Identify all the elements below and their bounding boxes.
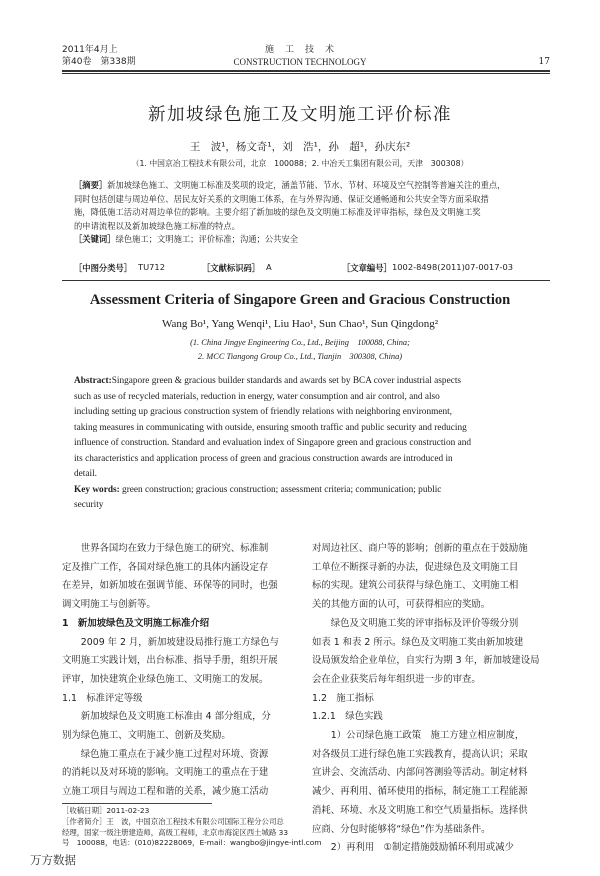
body-line: 评审，加快建筑企业绿色施工、文明施工的发展。 [62, 673, 269, 685]
keywords-cn-label: ［关键词］ [74, 234, 116, 244]
body-line: 的消耗以及对环境的影响。文明施工的重点在于建 [62, 767, 269, 779]
body-line: 立施工项目与周边工程和谐的关系，减少施工活动 [62, 786, 269, 798]
affiliation-en-1: (1. China Jingye Engineering Co., Ltd., Beijing 100088, China; [190, 338, 410, 347]
article-no-label: ［文章编号］ [342, 263, 392, 273]
abstract-en [74, 374, 544, 514]
doc-code-label: ［文献标识码］ [202, 263, 261, 273]
author-bio-line: 经理，国家一级注册建造师，高级工程师，北京市海淀区西土城路 33 [62, 827, 289, 837]
abstract-cn-line: 新加坡绿色施工、文明施工标准及奖项的设定，涵盖节能、节水、节材、环境及空气控制等普遍关注的重点， [107, 180, 506, 190]
body-left-column [62, 540, 298, 802]
abstract-en-line: its characteristics and application process of green and gracious construction awards are introduced in [74, 453, 453, 464]
authors-en: Wang Bo¹, Yang Wenqi¹, Liu Hao¹, Sun Chao¹, Sun Qingdong² [161, 318, 439, 330]
paragraph-start: 2009 年 2 月，新加坡建设局推行施工方绿色与 [80, 636, 279, 648]
subsection-heading: 1.2 施工指标 [312, 692, 374, 704]
body-line: 对周边社区、商户等的影响；创新的重点在于鼓励施 [312, 543, 528, 554]
abstract-en-line: Singapore green & gracious builder standards and awards set by BCA cover industrial aspects [111, 376, 462, 386]
abstract-en-line: taking measures in communicating with outside, ensuring smooth traffic and public security and reducing [74, 422, 467, 433]
watermark-text: 万方数据 [30, 853, 76, 867]
footnote [62, 806, 322, 849]
affiliation-cn: （1. 中国京冶工程技术有限公司，北京 100088；2. 中冶天工集团有限公司，天津 300308） [131, 159, 469, 168]
affiliation-en-2: 2. MCC Tiangong Group Co., Ltd., Tianjin 300308, China) [197, 352, 403, 361]
authors-cn: 王 波¹，杨文奇¹，刘 浩¹，孙 超¹，孙庆东² [189, 141, 411, 153]
body-line: 对各级员工进行绿色施工实践教育，提高认识；采取 [312, 748, 528, 760]
header-journal-en: CONSTRUCTION TECHNOLOGY [233, 57, 367, 67]
header-rule-thin [62, 73, 550, 74]
header-rule [62, 70, 550, 72]
abstract-en-line: including setting up gracious construction system of friendly relations with neighboring environment, [74, 407, 453, 417]
body-line: 别为绿色施工、文明施工、创新及奖励。 [62, 730, 231, 742]
paragraph-start: 世界各国均在致力于绿色施工的研究、标准制 [80, 543, 269, 554]
keywords-en-line: security [74, 500, 104, 510]
body-line: 标的实现。建筑公司获得与绿色施工、文明施工相 [312, 580, 519, 592]
footnote-rule [62, 803, 212, 804]
header-date: 2011年4月上 [62, 45, 118, 55]
abstract-en-line: such as use of recycled materials, reduction in energy, water consumption and air control, and also [74, 391, 440, 402]
abstract-cn [74, 179, 544, 247]
keywords-en-label: Key words: [74, 484, 120, 495]
page-number: 17 [538, 57, 550, 67]
header-journal-cn: 施 工 技 术 [264, 45, 335, 55]
abstract-en-line: detail. [74, 469, 97, 479]
abstract-en-label: Abstract: [74, 376, 112, 386]
paragraph-start: 绿色及文明施工奖的评审指标及评价等级分别 [330, 617, 519, 629]
keywords-cn: 绿色施工；文明施工；评价标准；沟通；公共安全 [115, 234, 299, 244]
body-line: 宣讲会、交流活动、内部问答测验等活动。制定材料 [312, 767, 528, 779]
article-no-value: 1002-8498(2011)07-0017-03 [392, 262, 514, 272]
body-line: 会在企业获奖后每年组织进一步的审查。 [312, 673, 481, 685]
body-line: 应商、分包时能够将“绿色”作为基础条件。 [312, 823, 491, 835]
body-line: 工单位不断探寻新的办法，促进绿色及文明施工目 [312, 561, 519, 573]
subsubsection-heading: 1.2.1 绿色实践 [312, 711, 383, 723]
keywords-en: green construction; gracious construction; assessment criteria; communication; public [122, 484, 442, 495]
section-heading: 1 新加坡绿色及文明施工标准介绍 [62, 617, 210, 629]
body-line: 调文明施工与创新等。 [62, 599, 156, 611]
classification-row [74, 262, 550, 274]
body-line: 如表 1 和表 2 所示。绿色及文明施工奖由新加坡建 [312, 636, 524, 648]
meta-rule [62, 280, 550, 281]
paragraph-start: 新加坡绿色及文明施工标准由 4 部分组成，分 [80, 711, 271, 723]
body-line: 消耗、环境、水及文明施工和空气质量指标。选择供 [312, 804, 528, 816]
received-date: ［收稿日期］2011-02-23 [62, 806, 150, 815]
abstract-en-line: influence of construction. Standard and evaluation index of Singapore green and gracious construction and [74, 438, 472, 448]
body-line: 文明施工实践计划，出台标准、指导手册，组织开展 [62, 655, 278, 667]
body-line: 定及推广工作，各国对绿色施工的具体内涵设定存 [62, 561, 269, 573]
doc-code-value: A [266, 262, 272, 272]
clc-value: TU712 [138, 262, 165, 272]
paragraph-start: 绿色施工重点在于减少施工过程对环境、资源 [80, 748, 269, 760]
header-volume: 第40卷 第338期 [62, 57, 136, 67]
subsection-heading: 1.1 标准评定等级 [62, 692, 143, 704]
title-cn: 新加坡绿色施工及文明施工评价标准 [148, 105, 452, 125]
clc-label: ［中图分类号］ [74, 263, 133, 273]
body-line: 在差异，如新加坡在强调节能、环保等的同时，也强 [62, 580, 278, 592]
abstract-cn-label: ［摘要］ [74, 180, 108, 190]
body-line: 关的其他方面的认可，可获得相应的奖励。 [312, 599, 491, 611]
body-line: 减少、再利用、循环使用的指标，制定施工工程能源 [312, 786, 528, 798]
body-line: 设局颁发给企业单位，自实行为期 3 年，新加坡建设局 [312, 655, 540, 667]
author-bio-line: ［作者简介］王 波，中国京冶工程技术有限公司国际工程分公司总 [62, 816, 284, 826]
abstract-cn-line: 施，降低施工活动对周边单位的影响。主要介绍了新加坡的绿色及文明施工标准及评审指标，绿色及文明施工奖 [74, 207, 481, 217]
abstract-cn-line: 的申请流程以及新加坡绿色施工标准的特点。 [74, 220, 240, 231]
title-en: Assessment Criteria of Singapore Green and Gracious Construction [89, 292, 511, 308]
paragraph-start: 2）再利用 ①制定措施鼓励循环利用或减少 [330, 842, 514, 854]
body-right-column [312, 540, 550, 858]
abstract-cn-line: 同时包括创建与周边单位、居民友好关系的文明施工体系，在与外界沟通、保证交通畅通和公共安全等方面采取措 [74, 193, 489, 204]
paragraph-start: 1）公司绿色施工政策 施工方建立相应制度， [330, 730, 525, 742]
author-bio-line: 号 100088，电话：(010)82228069，E-mail：wangbo@jingye-intl.com [62, 838, 322, 848]
